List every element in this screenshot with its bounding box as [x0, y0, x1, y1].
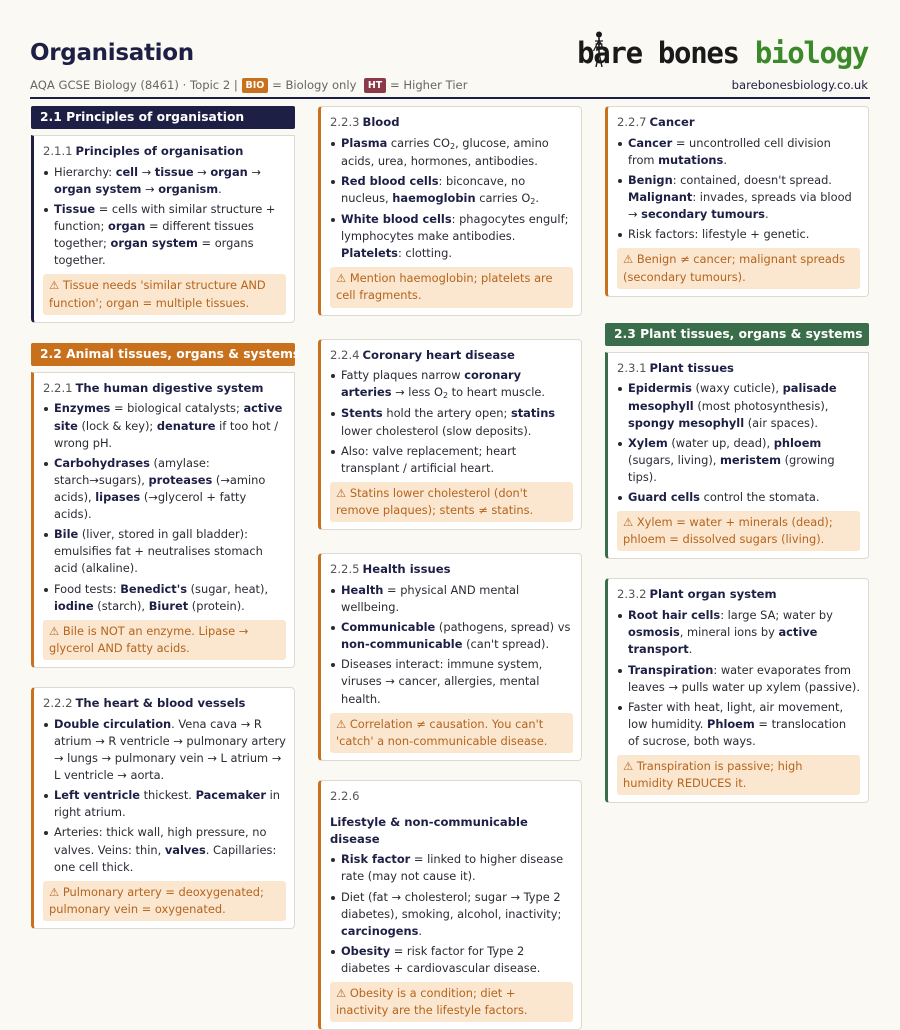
exam-tip-note: ⚠ Obesity is a condition; diet + inactivity are the lifestyle factors. [330, 982, 573, 1022]
exam-tip-note: ⚠ Bile is NOT an enzyme. Lipase → glycerol AND fatty acids. [43, 620, 286, 660]
list-item: Also: valve replacement; heart transplant / artificial heart. [330, 443, 573, 477]
list-item: Diet (fat → cholesterol; sugar → Type 2 diabetes), smoking, alcohol, inactivity; carcinogens. [330, 889, 573, 940]
list-item: Enzymes = biological catalysts; active site (lock & key); denature if too hot / wrong pH. [43, 400, 286, 451]
list-item: Double circulation. Vena cava → R atrium → R ventricle → pulmonary artery → lungs → pulmonary vein → L atrium → L ventricle → aorta. [43, 716, 286, 784]
bio-badge: BIO [242, 78, 269, 93]
logo-dark-text: bare bones [577, 36, 739, 70]
bio-legend-text: = Biology only [272, 78, 357, 92]
section-banner-2-3: 2.3 Plant tissues, organs & systems [605, 323, 869, 346]
exam-tip-note: ⚠ Xylem = water + minerals (dead); phloem = dissolved sugars (living). [617, 511, 860, 551]
list-item: Arteries: thick wall, high pressure, no valves. Veins: thin, valves. Capillaries: one cell thick. [43, 824, 286, 875]
column-3 [605, 106, 869, 803]
exam-tip-note: ⚠ Pulmonary artery = deoxygenated; pulmonary vein = oxygenated. [43, 881, 286, 921]
card-2-2-3 [318, 106, 582, 316]
page-subtitle [30, 77, 467, 93]
list-item: Plasma carries $CO_2$, glucose, amino acids, urea, hormones, antibodies. [330, 135, 573, 170]
list-item: Bile (liver, stored in gall bladder): emulsifies fat + neutralises stomach acid (alkaline). [43, 526, 286, 577]
card-2-2-4 [318, 339, 582, 531]
page-title: Organisation [30, 40, 194, 66]
list-item: Tissue = cells with similar structure + function; organ = different tissues together; organ system = organs together. [43, 201, 286, 269]
list-item: Guard cells control the stomata. [617, 489, 860, 506]
brand-logo [577, 36, 868, 71]
site-url[interactable]: barebonesbiology.co.uk [731, 78, 868, 92]
list-item: Communicable (pathogens, spread) vs non-communicable (can't spread). [330, 619, 573, 653]
card-2-2-7 [605, 106, 869, 297]
list-item: Faster with heat, light, air movement, low humidity. Phloem = translocation of sucrose, both ways. [617, 699, 860, 750]
list-item: White blood cells: phagocytes engulf; lymphocytes make antibodies. Platelets: clotting. [330, 211, 573, 262]
list-item: Hierarchy: cell → tissue → organ → organ system → organism. [43, 164, 286, 198]
card-heading: 2.2.5 Health issues [330, 562, 451, 577]
list-item: Carbohydrases (amylase: starch→sugars), proteases (→amino acids), lipases (→glycerol + fatty acids). [43, 455, 286, 523]
ht-badge: HT [364, 78, 386, 93]
list-item: Red blood cells: biconcave, no nucleus, haemoglobin carries $O_2$. [330, 173, 573, 208]
card-heading: 2.3.2 Plant organ system [617, 587, 777, 602]
card-heading: 2.1.1 Principles of organisation [43, 144, 244, 158]
logo-green-text: biology [754, 36, 868, 70]
ht-legend-text: = Higher Tier [389, 78, 468, 92]
column-2 [318, 106, 582, 1030]
exam-tip-note: ⚠ Mention haemoglobin; platelets are cell fragments. [330, 267, 573, 307]
card-heading: 2.2.1 The human digestive system [43, 380, 264, 395]
card-2-1-1 [31, 135, 295, 323]
exam-tip-note: ⚠ Correlation ≠ causation. You can't 'catch' a non-communicable disease. [330, 713, 573, 753]
header-divider [30, 97, 870, 99]
card-heading: 2.2.7 Cancer [617, 115, 695, 129]
exam-tip-note: ⚠ Transpiration is passive; high humidity REDUCES it. [617, 755, 860, 795]
section-banner-2-1: 2.1 Principles of organisation [31, 106, 295, 129]
list-item: Risk factor = linked to higher disease rate (may not cause it). [330, 851, 573, 885]
card-2-2-5 [318, 553, 582, 761]
list-item: Food tests: Benedict's (sugar, heat), iodine (starch), Biuret (protein). [43, 581, 286, 615]
card-heading: Lifestyle & non-communicable disease [330, 814, 528, 846]
exam-tip-note: ⚠ Benign ≠ cancer; malignant spreads (secondary tumours). [617, 248, 860, 288]
card-2-3-2 [605, 578, 869, 803]
exam-tip-note: ⚠ Statins lower cholesterol (don't remove plaques); stents ≠ statins. [330, 482, 573, 522]
card-2-2-6 [318, 780, 582, 1030]
card-2-3-1 [605, 352, 869, 560]
list-item: Obesity = risk factor for Type 2 diabetes + cardiovascular disease. [330, 943, 573, 977]
list-item: Fatty plaques narrow coronary arteries → less $O_2$ to heart muscle. [330, 367, 573, 402]
list-item: Cancer = uncontrolled cell division from mutations. [617, 135, 860, 169]
list-item: Diseases interact: immune system, viruses → cancer, allergies, mental health. [330, 656, 573, 707]
list-item: Health = physical AND mental wellbeing. [330, 582, 573, 616]
card-2-2-2 [31, 687, 295, 929]
list-item: Benign: contained, doesn't spread. Malignant: invades, spreads via blood → secondary tumours. [617, 172, 860, 223]
list-item: Root hair cells: large SA; water by osmosis, mineral ions by active transport. [617, 607, 860, 658]
list-item: Left ventricle thickest. Pacemaker in right atrium. [43, 787, 286, 821]
card-heading: 2.3.1 Plant tissues [617, 360, 734, 375]
card-heading: 2.2.3 Blood [330, 115, 400, 129]
list-item: Epidermis (waxy cuticle), palisade mesophyll (most photosynthesis), spongy mesophyll (air spaces). [617, 380, 860, 431]
list-item: Stents hold the artery open; statins lower cholesterol (slow deposits). [330, 405, 573, 439]
subtitle-prefix: AQA GCSE Biology (8461) · Topic 2 | [30, 78, 238, 92]
list-item: Transpiration: water evaporates from leaves → pulls water up xylem (passive). [617, 662, 860, 696]
card-heading: 2.2.4 Coronary heart disease [330, 347, 515, 362]
card-2-2-1 [31, 372, 295, 668]
column-1 [31, 106, 301, 929]
exam-tip-note: ⚠ Tissue needs 'similar structure AND function'; organ = multiple tissues. [43, 274, 286, 314]
card-heading: 2.2.2 The heart & blood vessels [43, 696, 246, 710]
section-banner-2-2: 2.2 Animal tissues, organs & systems [31, 343, 295, 366]
list-item: Xylem (water up, dead), phloem (sugars, living), meristem (growing tips). [617, 435, 860, 486]
list-item: Risk factors: lifestyle + genetic. [617, 226, 860, 243]
card-number: 2.2.6 [330, 788, 360, 803]
